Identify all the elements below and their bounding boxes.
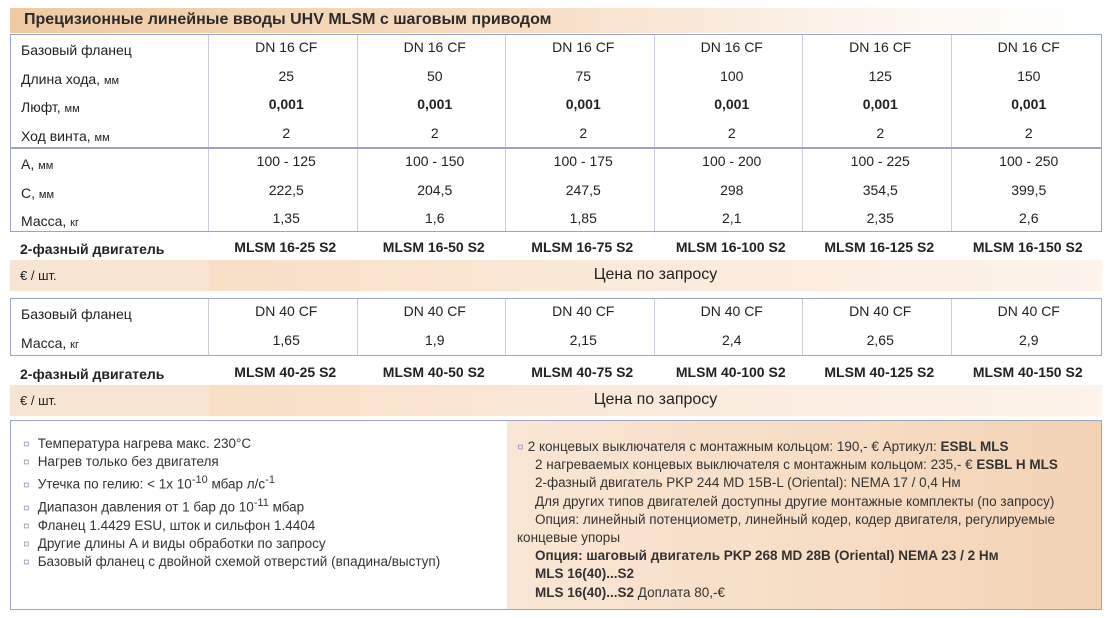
spec-label: С, мм — [21, 184, 55, 201]
spec-row — [11, 149, 1103, 178]
spec-value: 2,9 — [1019, 331, 1039, 348]
title-bar — [10, 8, 1102, 33]
notes-right — [507, 421, 1101, 609]
price-row-1 — [10, 260, 1102, 291]
bullet-icon: ¤ — [23, 555, 30, 570]
spec-value: 0,001 — [268, 96, 304, 112]
spec-value: 1,65 — [272, 331, 300, 348]
motor-model: MLSM 40-25 S2 — [234, 364, 337, 380]
motor-model: MLSM 40-125 S2 — [824, 364, 935, 380]
spec-label: Люфт, мм — [21, 99, 80, 115]
spec-value: 2 — [282, 124, 291, 141]
motor-models-1 — [211, 236, 1102, 260]
motor-model: MLSM 16-150 S2 — [972, 239, 1083, 255]
spec-block-2 — [10, 148, 1102, 232]
spec-value: DN 40 CF — [552, 303, 615, 319]
bullet-icon: ¤ — [23, 500, 30, 515]
bullet-icon: ¤ — [23, 518, 30, 533]
option-item: Опция: линейный потенциометр, линейный кодер, кодер двигателя, регулируемые — [535, 511, 1056, 527]
spec-label: А, мм — [21, 156, 54, 172]
price-label: € / шт. — [20, 393, 57, 408]
notes-section — [10, 420, 1102, 610]
spec-value: 2 — [727, 124, 736, 141]
motor-model: MLSM 40-50 S2 — [382, 364, 485, 380]
motor-model: MLSM 16-25 S2 — [234, 239, 337, 255]
spec-value: 0,001 — [714, 96, 750, 112]
motor-row-1 — [10, 236, 1102, 260]
spec-value: 1,9 — [425, 331, 445, 348]
spec-row — [11, 299, 1103, 328]
spec-row — [11, 121, 1103, 150]
motor-model: MLSM 40-75 S2 — [531, 364, 634, 380]
spec-value: 2 — [1024, 124, 1033, 141]
spec-value: 2 — [579, 124, 588, 141]
spec-value: 0,001 — [862, 96, 898, 112]
spec-value: 2,35 — [866, 210, 894, 226]
spec-row — [11, 178, 1103, 207]
option-item: 2-фазный двигатель PKP 244 MD 15B-L (Oriental): NEMA 17 / 0,4 Нм — [535, 475, 961, 491]
spec-value: 2 — [430, 124, 439, 141]
option-item: Для других типов двигателей доступны другие монтажные комплекты (по запросу) — [535, 493, 1055, 509]
price-label-cell — [10, 260, 209, 291]
spec-value: 100 - 175 — [553, 153, 613, 169]
option-item: 2 нагреваемых концевых выключателя с монтажным кольцом: 235,- € ESBL H MLS — [535, 457, 1058, 473]
spec-value: 399,5 — [1011, 181, 1047, 198]
spec-row — [11, 64, 1103, 93]
spec-value: 1,6 — [425, 210, 445, 226]
spec-value: DN 40 CF — [997, 303, 1060, 319]
note-item: ¤ Базовый фланец с двойной схемой отверстий (впадина/выступ) — [23, 554, 441, 570]
price-value: Цена по запросу — [593, 266, 718, 283]
spec-row — [11, 328, 1103, 357]
spec-label: Базовый фланец — [21, 306, 132, 322]
spec-value: 2,4 — [722, 331, 742, 348]
spec-value: 354,5 — [862, 181, 898, 198]
spec-value: DN 16 CF — [552, 39, 615, 55]
spec-value: DN 40 CF — [849, 303, 912, 319]
spec-value: DN 16 CF — [255, 39, 318, 55]
spec-label: Масса, кг — [21, 213, 79, 229]
motor-models-2 — [211, 361, 1102, 385]
page-title: Прецизионные линейные вводы UHV MLSM с шаговым приводом — [24, 11, 552, 28]
motor-model: MLSM 16-125 S2 — [824, 239, 935, 255]
note-item: ¤ Нагрев только без двигателя — [23, 454, 219, 470]
note-item: ¤ Фланец 1.4429 ESU, шток и сильфон 1.4404 — [23, 517, 316, 533]
option-item: MLS 16(40)...S2 — [535, 566, 635, 582]
spec-block-1 — [10, 34, 1102, 148]
motor-model: MLSM 16-75 S2 — [531, 239, 634, 255]
price-value: Цена по запросу — [593, 391, 718, 408]
bullet-icon: ¤ — [517, 440, 524, 454]
price-value-cell — [209, 260, 1102, 291]
motor-row-2 — [10, 361, 1102, 385]
bullet-icon: ¤ — [23, 537, 30, 552]
spec-value: 0,001 — [1011, 96, 1047, 112]
motor-label: 2-фазный двигатель — [20, 366, 165, 382]
spec-block-3 — [10, 298, 1102, 356]
motor-label: 2-фазный двигатель — [20, 241, 165, 257]
spec-value: DN 16 CF — [403, 39, 466, 55]
spec-row — [11, 35, 1103, 64]
price-value-cell — [209, 385, 1102, 416]
spec-value: 0,001 — [417, 96, 453, 112]
bullet-icon: ¤ — [23, 437, 30, 451]
note-item: ¤ Температура нагрева макс. 230°C — [23, 436, 252, 451]
spec-value: 0,001 — [565, 96, 601, 112]
spec-value: 100 - 125 — [256, 153, 316, 169]
motor-model: MLSM 40-100 S2 — [675, 364, 786, 380]
spec-value: 2,6 — [1019, 210, 1039, 226]
spec-value: DN 16 CF — [997, 39, 1060, 55]
spec-value: 100 - 200 — [702, 153, 762, 169]
spec-value: DN 40 CF — [403, 303, 466, 319]
spec-label: Масса, кг — [21, 334, 79, 351]
spec-label: Длина хода, мм — [21, 70, 120, 87]
bullet-icon: ¤ — [23, 477, 30, 492]
option-item: Опция: шаговый двигатель PKP 268 MD 28B (Oriental) NEMA 23 / 2 Нм — [535, 548, 999, 564]
notes-left — [11, 421, 507, 609]
spec-value: 100 - 225 — [850, 153, 910, 169]
spec-row — [11, 92, 1103, 121]
bullet-icon: ¤ — [23, 455, 30, 470]
spec-value: 125 — [868, 67, 892, 84]
spec-value: 2 — [876, 124, 885, 141]
spec-value: 2,65 — [866, 331, 894, 348]
price-row-2 — [10, 385, 1102, 416]
spec-value: 150 — [1017, 67, 1041, 84]
spec-value: DN 40 CF — [700, 303, 763, 319]
spec-label: Базовый фланец — [21, 42, 132, 58]
option-item: концевые упоры — [517, 530, 621, 546]
spec-value: 25 — [278, 67, 295, 84]
spec-label: Ход винта, мм — [21, 127, 110, 144]
motor-model: MLSM 16-100 S2 — [675, 239, 786, 255]
spec-value: 204,5 — [417, 181, 453, 198]
spec-value: 50 — [426, 67, 443, 84]
price-label-cell — [10, 385, 209, 416]
spec-row — [11, 206, 1103, 235]
spec-value: 247,5 — [565, 181, 601, 198]
spec-value: 100 - 150 — [405, 153, 465, 169]
spec-value: 100 - 250 — [999, 153, 1059, 169]
spec-value: 75 — [575, 67, 592, 84]
note-item: ¤ Утечка по гелию: < 1x $10^{-10}$ мбар $л/с^{-1}$ — [23, 474, 275, 492]
option-item: MLS 16(40)...S2 Доплата 80,-€ — [535, 584, 726, 600]
spec-value: DN 40 CF — [255, 303, 318, 319]
spec-value: 298 — [720, 181, 744, 198]
spec-value: 1,35 — [272, 210, 300, 226]
spec-value: DN 16 CF — [849, 39, 912, 55]
spec-value: 2,15 — [569, 331, 597, 348]
spec-value: 100 — [720, 67, 744, 84]
spec-value: DN 16 CF — [700, 39, 763, 55]
note-item: ¤ Другие длины А и виды обработки по запросу — [23, 536, 326, 552]
motor-model: MLSM 16-50 S2 — [382, 239, 485, 255]
note-item: ¤ Диапазон давления от 1 бар до $10^{-11}$ мбар — [23, 497, 305, 515]
spec-value: 2,1 — [722, 210, 742, 226]
motor-model: MLSM 40-150 S2 — [972, 364, 1083, 380]
price-label: € / шт. — [20, 268, 57, 283]
spec-value: 222,5 — [268, 181, 304, 198]
option-item: ¤ 2 концевых выключателя с монтажным кольцом: 190,- € Артикул: ESBL MLS — [517, 439, 1009, 454]
spec-value: 1,85 — [569, 210, 597, 226]
